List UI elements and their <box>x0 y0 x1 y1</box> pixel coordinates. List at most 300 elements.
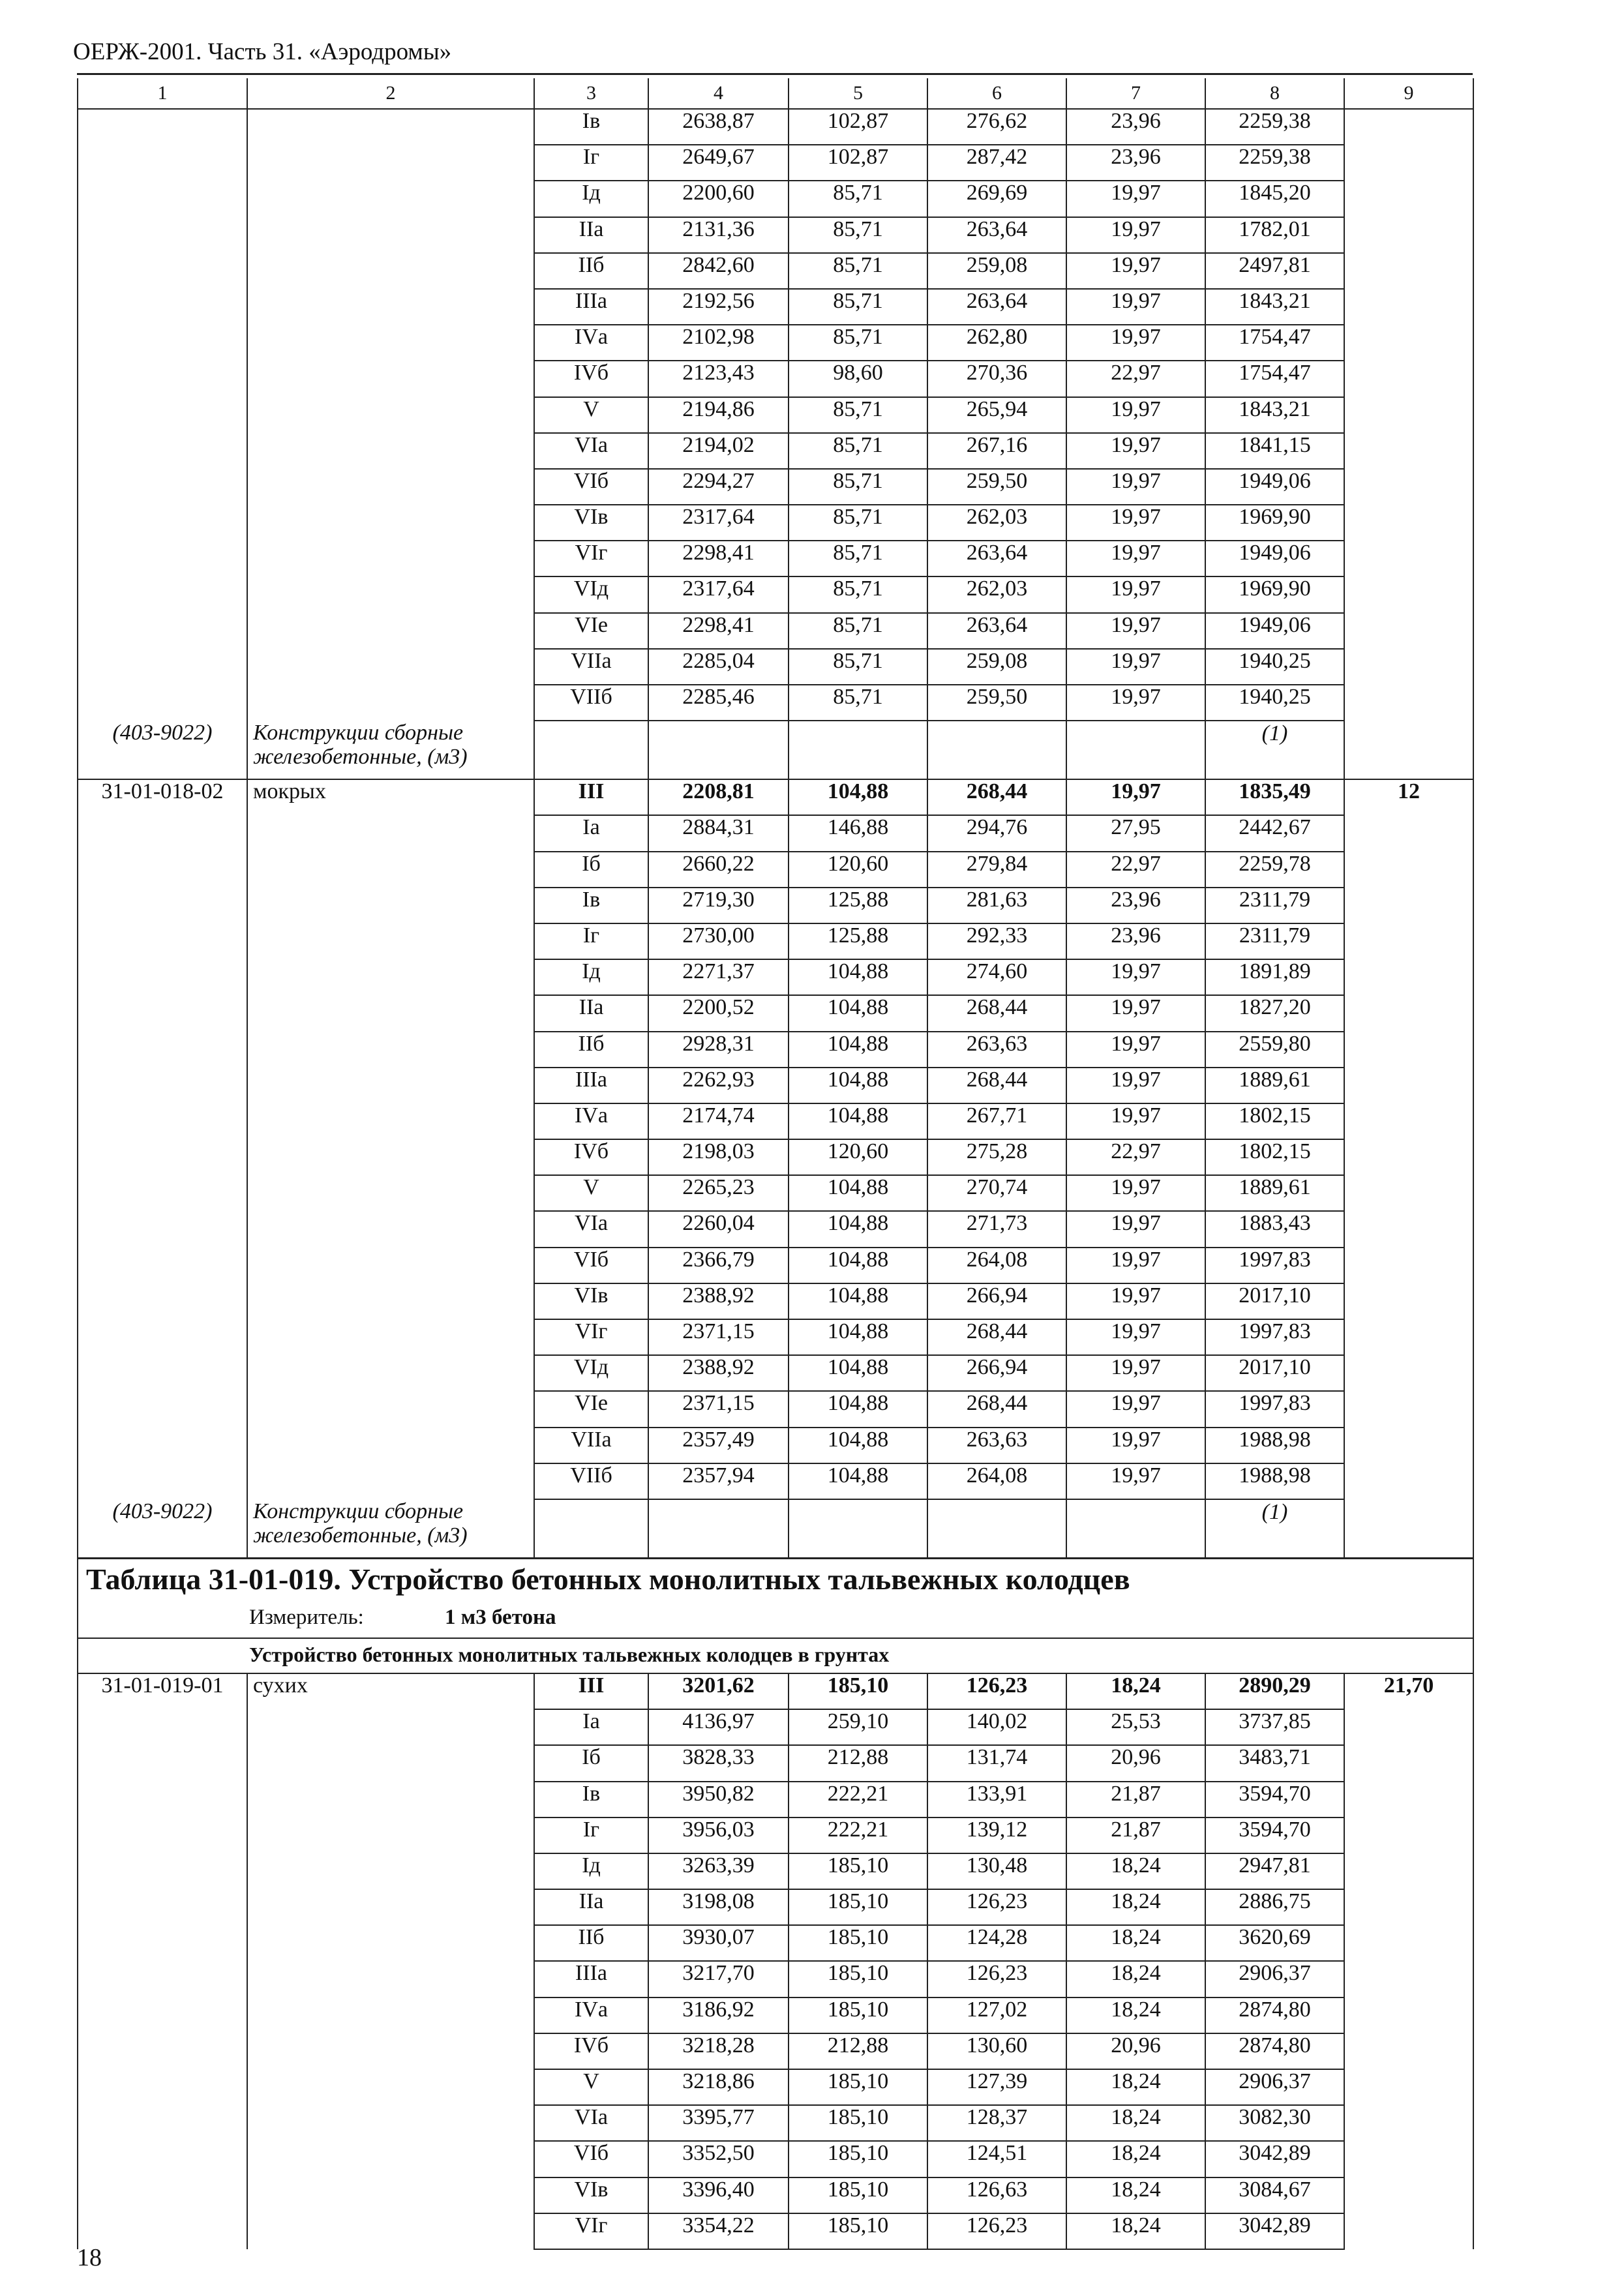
value-cell: 104,88 <box>789 1032 927 1068</box>
empty-cell <box>789 1499 927 1559</box>
value-cell: 126,23 <box>927 1889 1066 1925</box>
value-cell: 264,08 <box>927 1248 1066 1283</box>
value-cell: 269,69 <box>927 181 1066 217</box>
table-row <box>78 2177 1473 2213</box>
value-cell: 18,24 <box>1066 1925 1205 1961</box>
measure-label: Измеритель: <box>249 1605 364 1629</box>
value-cell: 263,64 <box>927 289 1066 325</box>
value-cell: 3950,82 <box>648 1782 789 1818</box>
footer-row <box>78 721 1473 779</box>
value-cell: 18,24 <box>1066 1889 1205 1925</box>
code-cell <box>78 145 247 181</box>
value-cell: 3354,22 <box>648 2213 789 2249</box>
col9-cell <box>1344 1925 1473 1961</box>
value-cell: 212,88 <box>789 1745 927 1781</box>
value-cell: 23,96 <box>1066 109 1205 145</box>
region-cell: VIб <box>534 2141 648 2177</box>
code-cell <box>78 1889 247 1925</box>
value-cell: 127,02 <box>927 1997 1066 2033</box>
value-cell: 85,71 <box>789 649 927 685</box>
region-cell: VIе <box>534 1391 648 1427</box>
value-cell: 85,71 <box>789 217 927 253</box>
value-cell: 3930,07 <box>648 1925 789 1961</box>
value-cell: 268,44 <box>927 1319 1066 1355</box>
empty-cell <box>534 721 648 779</box>
name-cell <box>247 888 534 923</box>
table-row <box>78 613 1473 649</box>
empty-cell <box>1066 1499 1205 1559</box>
name-cell <box>247 995 534 1031</box>
code-cell <box>78 1428 247 1463</box>
col9-cell <box>1344 815 1473 851</box>
footer-row <box>78 1499 1473 1559</box>
empty-cell <box>1344 1499 1473 1559</box>
value-cell: 85,71 <box>789 433 927 469</box>
name-cell <box>247 1355 534 1391</box>
region-cell: IVа <box>534 325 648 361</box>
value-cell: 2886,75 <box>1205 1889 1344 1925</box>
value-cell: 2194,86 <box>648 397 789 433</box>
region-cell: VIд <box>534 1355 648 1391</box>
value-cell: 19,97 <box>1066 325 1205 361</box>
code-cell <box>78 2141 247 2177</box>
code-cell <box>78 1961 247 1997</box>
code-cell <box>78 1248 247 1283</box>
value-cell: 19,97 <box>1066 1068 1205 1103</box>
value-cell: 185,10 <box>789 1961 927 1997</box>
value-cell: 2200,52 <box>648 995 789 1031</box>
col9-cell <box>1344 1283 1473 1319</box>
value-cell: 85,71 <box>789 576 927 612</box>
code-cell <box>78 2069 247 2105</box>
empty-cell <box>648 721 789 779</box>
col9-cell: 12 <box>1344 779 1473 815</box>
value-cell: 1940,25 <box>1205 649 1344 685</box>
measure-value: 1 м3 бетона <box>445 1605 556 1629</box>
value-cell: 4136,97 <box>648 1709 789 1745</box>
table-row <box>78 1463 1473 1499</box>
code-cell <box>78 541 247 576</box>
value-cell: 2638,87 <box>648 109 789 145</box>
value-cell: 287,42 <box>927 145 1066 181</box>
value-cell: 25,53 <box>1066 1709 1205 1745</box>
table-row <box>78 1709 1473 1745</box>
value-cell: 125,88 <box>789 923 927 959</box>
region-cell: Iд <box>534 181 648 217</box>
value-cell: 104,88 <box>789 1463 927 1499</box>
code-cell <box>78 1319 247 1355</box>
code-cell <box>78 1709 247 1745</box>
col9-cell <box>1344 2213 1473 2249</box>
name-cell <box>247 109 534 145</box>
col9-cell <box>1344 1709 1473 1745</box>
value-cell: 139,12 <box>927 1818 1066 1853</box>
value-cell: 19,97 <box>1066 181 1205 217</box>
region-cell: IIа <box>534 995 648 1031</box>
name-cell <box>247 1391 534 1427</box>
table-row <box>78 1745 1473 1781</box>
col9-cell <box>1344 361 1473 396</box>
table-row <box>78 1428 1473 1463</box>
table-row <box>78 852 1473 888</box>
value-cell: 85,71 <box>789 397 927 433</box>
value-cell: 2017,10 <box>1205 1283 1344 1319</box>
value-cell: 2317,64 <box>648 505 789 541</box>
region-cell: VIд <box>534 576 648 612</box>
value-cell: 1889,61 <box>1205 1175 1344 1211</box>
col9-cell <box>1344 145 1473 181</box>
table-title: Таблица 31-01-019. Устройство бетонных монолитных тальвежных колодцев <box>78 1558 1473 1601</box>
table-row <box>78 923 1473 959</box>
subheading-row <box>78 1638 1473 1673</box>
name-cell <box>247 2033 534 2069</box>
resource-qty: (1) <box>1205 721 1344 779</box>
value-cell: 19,97 <box>1066 253 1205 289</box>
column-number: 3 <box>534 78 648 109</box>
name-cell <box>247 613 534 649</box>
code-cell <box>78 888 247 923</box>
value-cell: 20,96 <box>1066 2033 1205 2069</box>
table-row <box>78 1355 1473 1391</box>
value-cell: 1802,15 <box>1205 1139 1344 1175</box>
value-cell: 2192,56 <box>648 289 789 325</box>
name-cell <box>247 1961 534 1997</box>
value-cell: 19,97 <box>1066 1175 1205 1211</box>
table-row <box>78 145 1473 181</box>
table-row <box>78 649 1473 685</box>
region-cell: VIб <box>534 469 648 505</box>
value-cell: 185,10 <box>789 2069 927 2105</box>
value-cell: 18,24 <box>1066 2105 1205 2141</box>
name-cell <box>247 253 534 289</box>
value-cell: 2906,37 <box>1205 1961 1344 1997</box>
value-cell: 19,97 <box>1066 1211 1205 1247</box>
value-cell: 2719,30 <box>648 888 789 923</box>
value-cell: 1802,15 <box>1205 1103 1344 1139</box>
code-cell <box>78 469 247 505</box>
col9-cell <box>1344 1745 1473 1781</box>
resource-code: (403-9022) <box>78 721 247 779</box>
col9-cell <box>1344 433 1473 469</box>
value-cell: 85,71 <box>789 289 927 325</box>
value-cell: 2890,29 <box>1205 1673 1344 1709</box>
name-cell <box>247 1139 534 1175</box>
region-cell: VIб <box>534 1248 648 1283</box>
price-table <box>77 78 1474 2250</box>
value-cell: 19,97 <box>1066 469 1205 505</box>
value-cell: 19,97 <box>1066 1428 1205 1463</box>
value-cell: 1988,98 <box>1205 1428 1344 1463</box>
col9-cell <box>1344 1068 1473 1103</box>
value-cell: 23,96 <box>1066 888 1205 923</box>
value-cell: 2371,15 <box>648 1319 789 1355</box>
table-row <box>78 289 1473 325</box>
column-number: 9 <box>1344 78 1473 109</box>
region-cell: IVа <box>534 1997 648 2033</box>
value-cell: 1782,01 <box>1205 217 1344 253</box>
value-cell: 2928,31 <box>648 1032 789 1068</box>
value-cell: 146,88 <box>789 815 927 851</box>
region-cell: IIб <box>534 1032 648 1068</box>
region-cell: VIа <box>534 1211 648 1247</box>
region-cell: VIа <box>534 433 648 469</box>
code-cell <box>78 613 247 649</box>
col9-cell <box>1344 2033 1473 2069</box>
code-cell: 31-01-019-01 <box>78 1673 247 1709</box>
value-cell: 2366,79 <box>648 1248 789 1283</box>
value-cell: 2194,02 <box>648 433 789 469</box>
value-cell: 3042,89 <box>1205 2213 1344 2249</box>
value-cell: 259,08 <box>927 649 1066 685</box>
name-cell <box>247 1782 534 1818</box>
col9-cell <box>1344 1818 1473 1853</box>
region-cell: VIг <box>534 2213 648 2249</box>
col9-cell <box>1344 397 1473 433</box>
col9-cell <box>1344 325 1473 361</box>
subheading: Устройство бетонных монолитных тальвежных колодцев в грунтах <box>78 1638 1473 1673</box>
value-cell: 1949,06 <box>1205 469 1344 505</box>
code-cell <box>78 1745 247 1781</box>
name-cell <box>247 959 534 995</box>
name-cell <box>247 1032 534 1068</box>
value-cell: 18,24 <box>1066 2141 1205 2177</box>
name-cell <box>247 397 534 433</box>
empty-cell <box>534 1499 648 1559</box>
col9-cell <box>1344 2069 1473 2105</box>
value-cell: 22,97 <box>1066 852 1205 888</box>
value-cell: 2298,41 <box>648 541 789 576</box>
value-cell: 120,60 <box>789 1139 927 1175</box>
value-cell: 263,64 <box>927 613 1066 649</box>
table-row <box>78 469 1473 505</box>
value-cell: 266,94 <box>927 1283 1066 1319</box>
region-cell: Iв <box>534 1782 648 1818</box>
value-cell: 2874,80 <box>1205 1997 1344 2033</box>
value-cell: 264,08 <box>927 1463 1066 1499</box>
region-cell: VIг <box>534 1319 648 1355</box>
region-cell: VIв <box>534 1283 648 1319</box>
value-cell: 21,87 <box>1066 1818 1205 1853</box>
code-cell <box>78 1925 247 1961</box>
value-cell: 2260,04 <box>648 1211 789 1247</box>
name-cell <box>247 923 534 959</box>
col9-cell <box>1344 1319 1473 1355</box>
value-cell: 19,97 <box>1066 576 1205 612</box>
table-row <box>78 1283 1473 1319</box>
value-cell: 22,97 <box>1066 1139 1205 1175</box>
value-cell: 22,97 <box>1066 361 1205 396</box>
column-number: 6 <box>927 78 1066 109</box>
column-number-row <box>78 78 1473 109</box>
value-cell: 104,88 <box>789 1283 927 1319</box>
region-cell: Iв <box>534 109 648 145</box>
name-cell <box>247 815 534 851</box>
value-cell: 3198,08 <box>648 1889 789 1925</box>
value-cell: 274,60 <box>927 959 1066 995</box>
value-cell: 1997,83 <box>1205 1391 1344 1427</box>
table-row <box>78 685 1473 721</box>
code-cell <box>78 1818 247 1853</box>
value-cell: 185,10 <box>789 1673 927 1709</box>
value-cell: 1949,06 <box>1205 613 1344 649</box>
table-row <box>78 888 1473 923</box>
value-cell: 1841,15 <box>1205 433 1344 469</box>
region-cell: VIе <box>534 613 648 649</box>
value-cell: 104,88 <box>789 1428 927 1463</box>
name-cell <box>247 289 534 325</box>
region-cell: Iг <box>534 1818 648 1853</box>
code-cell <box>78 397 247 433</box>
col9-cell <box>1344 649 1473 685</box>
region-cell: IVб <box>534 361 648 396</box>
col9-cell <box>1344 923 1473 959</box>
table-row <box>78 1391 1473 1427</box>
value-cell: 275,28 <box>927 1139 1066 1175</box>
col9-cell <box>1344 1175 1473 1211</box>
value-cell: 23,96 <box>1066 145 1205 181</box>
value-cell: 1969,90 <box>1205 576 1344 612</box>
name-cell <box>247 433 534 469</box>
value-cell: 185,10 <box>789 1925 927 1961</box>
value-cell: 19,97 <box>1066 959 1205 995</box>
value-cell: 2259,78 <box>1205 852 1344 888</box>
code-cell <box>78 1355 247 1391</box>
value-cell: 259,08 <box>927 253 1066 289</box>
value-cell: 124,28 <box>927 1925 1066 1961</box>
column-number: 7 <box>1066 78 1205 109</box>
name-cell <box>247 852 534 888</box>
table-row <box>78 253 1473 289</box>
code-cell <box>78 2177 247 2213</box>
value-cell: 3352,50 <box>648 2141 789 2177</box>
col9-cell <box>1344 253 1473 289</box>
name-cell <box>247 1175 534 1211</box>
name-cell <box>247 505 534 541</box>
value-cell: 85,71 <box>789 253 927 289</box>
name-cell <box>247 1103 534 1139</box>
value-cell: 270,74 <box>927 1175 1066 1211</box>
code-cell <box>78 1463 247 1499</box>
region-cell: IIа <box>534 217 648 253</box>
table-row <box>78 325 1473 361</box>
value-cell: 185,10 <box>789 1853 927 1889</box>
value-cell: 3263,39 <box>648 1853 789 1889</box>
column-number: 1 <box>78 78 247 109</box>
table-row <box>78 576 1473 612</box>
value-cell: 18,24 <box>1066 1853 1205 1889</box>
value-cell: 19,97 <box>1066 1283 1205 1319</box>
value-cell: 2271,37 <box>648 959 789 995</box>
value-cell: 19,97 <box>1066 1319 1205 1355</box>
name-cell <box>247 2213 534 2249</box>
page-number: 18 <box>77 2244 102 2271</box>
region-cell: Iд <box>534 1853 648 1889</box>
value-cell: 3084,67 <box>1205 2177 1344 2213</box>
region-cell: Iв <box>534 888 648 923</box>
value-cell: 2259,38 <box>1205 109 1344 145</box>
header-rule <box>77 73 1473 75</box>
value-cell: 85,71 <box>789 685 927 721</box>
col9-cell <box>1344 541 1473 576</box>
value-cell: 267,71 <box>927 1103 1066 1139</box>
code-cell <box>78 433 247 469</box>
name-cell <box>247 1463 534 1499</box>
table-row <box>78 779 1473 815</box>
table-row <box>78 815 1473 851</box>
value-cell: 98,60 <box>789 361 927 396</box>
value-cell: 18,24 <box>1066 1961 1205 1997</box>
col9-cell <box>1344 2177 1473 2213</box>
value-cell: 222,21 <box>789 1818 927 1853</box>
code-cell <box>78 2105 247 2141</box>
value-cell: 104,88 <box>789 1319 927 1355</box>
value-cell: 20,96 <box>1066 1745 1205 1781</box>
value-cell: 2298,41 <box>648 613 789 649</box>
name-cell <box>247 361 534 396</box>
value-cell: 1891,89 <box>1205 959 1344 995</box>
value-cell: 185,10 <box>789 2105 927 2141</box>
value-cell: 1988,98 <box>1205 1463 1344 1499</box>
code-cell <box>78 2213 247 2249</box>
value-cell: 2198,03 <box>648 1139 789 1175</box>
table-row <box>78 2213 1473 2249</box>
value-cell: 19,97 <box>1066 433 1205 469</box>
name-cell <box>247 217 534 253</box>
name-cell <box>247 1889 534 1925</box>
value-cell: 131,74 <box>927 1745 1066 1781</box>
name-cell <box>247 2141 534 2177</box>
resource-desc: Конструкции сборные железобетонные, (м3) <box>247 1499 534 1559</box>
measure-cell <box>78 1601 1473 1638</box>
code-cell <box>78 1391 247 1427</box>
value-cell: 2388,92 <box>648 1355 789 1391</box>
table-row <box>78 361 1473 396</box>
table-row <box>78 995 1473 1031</box>
value-cell: 185,10 <box>789 2141 927 2177</box>
name-cell <box>247 1997 534 2033</box>
value-cell: 263,64 <box>927 541 1066 576</box>
name-cell: мокрых <box>247 779 534 815</box>
column-number: 5 <box>789 78 927 109</box>
table-row <box>78 1673 1473 1709</box>
region-cell: Iг <box>534 145 648 181</box>
table-row <box>78 1248 1473 1283</box>
value-cell: 2357,49 <box>648 1428 789 1463</box>
value-cell: 259,50 <box>927 685 1066 721</box>
value-cell: 1883,43 <box>1205 1211 1344 1247</box>
region-cell: IIб <box>534 1925 648 1961</box>
col9-cell: 21,70 <box>1344 1673 1473 1709</box>
region-cell: III <box>534 779 648 815</box>
value-cell: 185,10 <box>789 2177 927 2213</box>
measure-row <box>78 1601 1473 1638</box>
region-cell: IVб <box>534 2033 648 2069</box>
value-cell: 276,62 <box>927 109 1066 145</box>
table-title-row <box>78 1558 1473 1601</box>
value-cell: 19,97 <box>1066 685 1205 721</box>
table-row <box>78 397 1473 433</box>
value-cell: 1754,47 <box>1205 325 1344 361</box>
value-cell: 18,24 <box>1066 1673 1205 1709</box>
value-cell: 2947,81 <box>1205 1853 1344 1889</box>
value-cell: 1843,21 <box>1205 289 1344 325</box>
name-cell <box>247 1709 534 1745</box>
table-row <box>78 1853 1473 1889</box>
name-cell <box>247 2105 534 2141</box>
value-cell: 104,88 <box>789 1391 927 1427</box>
value-cell: 19,97 <box>1066 289 1205 325</box>
value-cell: 120,60 <box>789 852 927 888</box>
